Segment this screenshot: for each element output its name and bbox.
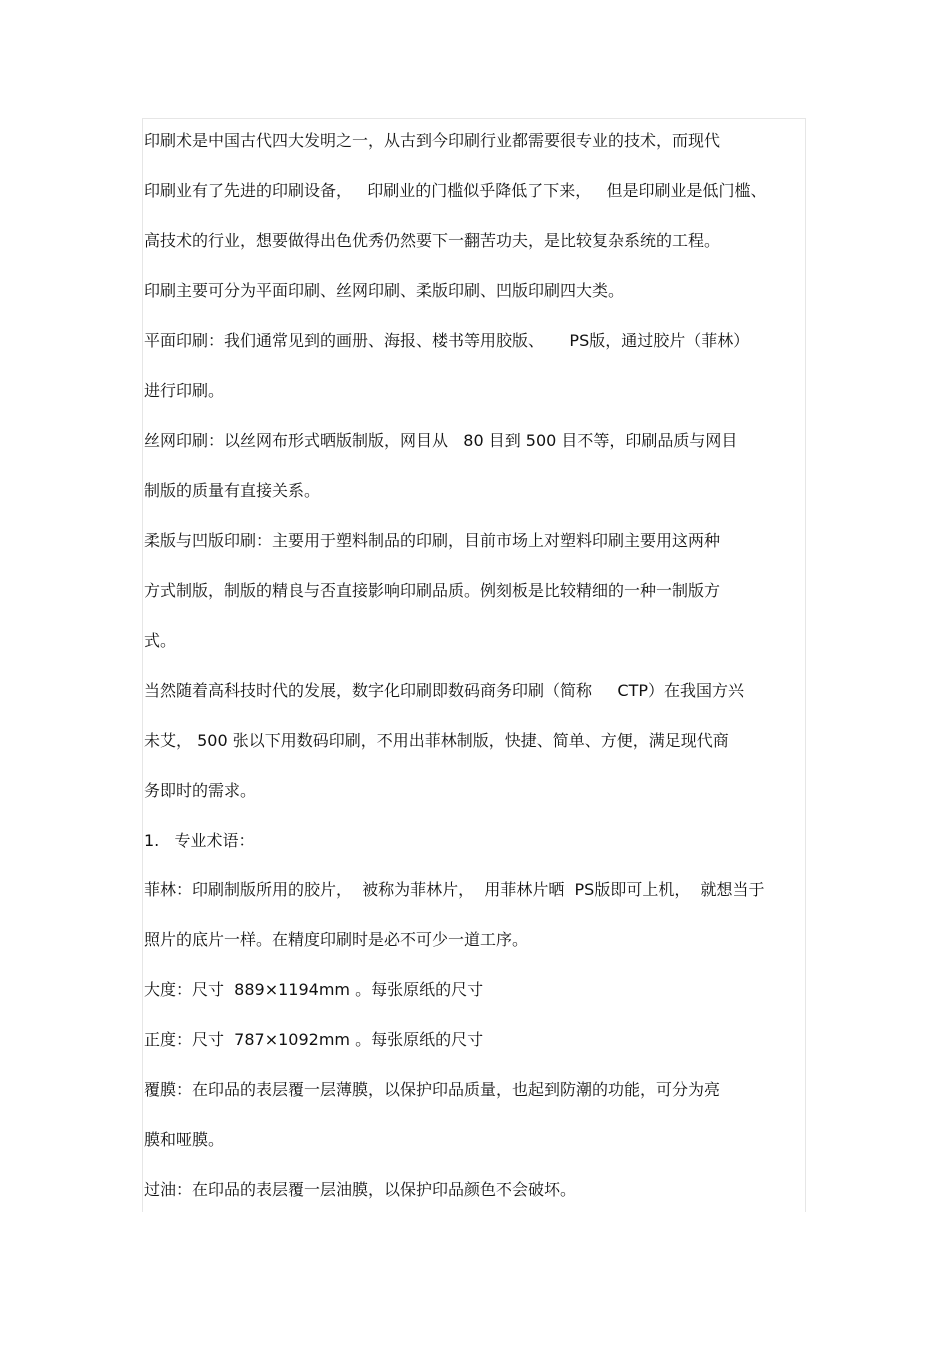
paragraph-line: 当然随着高科技时代的发展，数字化印刷即数码商务印刷（简称 CTP）在我国方兴 (144, 681, 745, 700)
paragraph-line: 过油：在印品的表层覆一层油膜，以保护印品颜色不会破坏。 (144, 1180, 577, 1199)
paragraph-line: 务即时的需求。 (144, 781, 257, 800)
paragraph-line: 柔版与凹版印刷：主要用于塑料制品的印刷，目前市场上对塑料印刷主要用这两种 (144, 531, 721, 550)
paragraph-line: 印刷业有了先进的印刷设备， 印刷业的门槛似乎降低了下来， 但是印刷业是低门槛、 (144, 181, 767, 200)
paragraph-line: 未艾， 500 张以下用数码印刷，不用出菲林制版，快捷、简单、方便，满足现代商 (144, 731, 729, 750)
paragraph-line: 覆膜：在印品的表层覆一层薄膜，以保护印品质量，也起到防潮的功能，可分为亮 (144, 1080, 721, 1099)
paragraph-line: 正度：尺寸 787×1092mm 。每张原纸的尺寸 (144, 1030, 484, 1049)
paragraph-line: 式。 (144, 631, 177, 650)
paragraph-line: 膜和哑膜。 (144, 1130, 225, 1149)
paragraph-line: 大度：尺寸 889×1194mm 。每张原纸的尺寸 (144, 980, 484, 999)
paragraph-line: 菲林：印刷制版所用的胶片， 被称为菲林片， 用菲林片晒 PS版即可上机， 就想当于 (144, 880, 765, 899)
paragraph-line: 丝网印刷：以丝网布形式晒版制版，网目从 80 目到 500 目不等，印刷品质与网目 (144, 431, 738, 450)
paragraph-line: 平面印刷：我们通常见到的画册、海报、楼书等用胶版、 PS版，通过胶片（菲林） (144, 331, 750, 350)
paragraph-line: 制版的质量有直接关系。 (144, 481, 321, 500)
paragraph-line: 印刷术是中国古代四大发明之一，从古到今印刷行业都需要很专业的技术，而现代 (144, 131, 721, 150)
paragraph-line: 方式制版，制版的精良与否直接影响印刷品质。例刻板是比较精细的一种一制版方 (144, 581, 721, 600)
paragraph-line: 照片的底片一样。在精度印刷时是必不可少一道工序。 (144, 930, 529, 949)
section-heading: 1. 专业术语： (144, 831, 255, 850)
paragraph-line: 进行印刷。 (144, 381, 225, 400)
paragraph-line: 印刷主要可分为平面印刷、丝网印刷、柔版印刷、凹版印刷四大类。 (144, 281, 625, 300)
paragraph-line: 高技术的行业，想要做得出色优秀仍然要下一翻苦功夫，是比较复杂系统的工程。 (144, 231, 721, 250)
